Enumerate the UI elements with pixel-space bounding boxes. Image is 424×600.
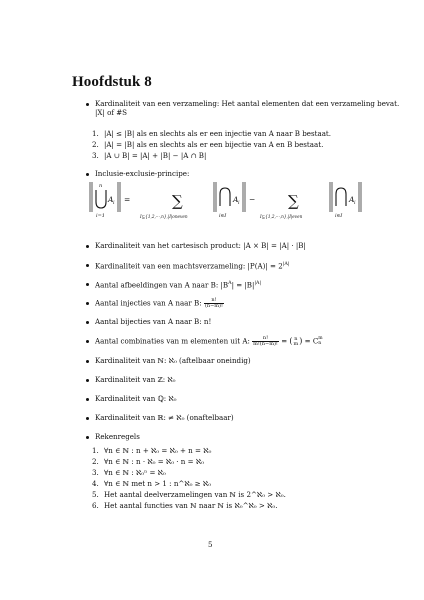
card-def-line1: Kardinaliteit van een verzameling: Het aantal elementen dat een verzameling bevat. bbox=[95, 99, 400, 108]
rule-number: 1. bbox=[92, 129, 99, 138]
rekenregel-2: ∀n ∈ ℕ : n · ℵ₀ = ℵ₀ · n = ℵ₀ bbox=[104, 457, 204, 466]
bullet bbox=[86, 360, 89, 363]
sum2-subscript: I⊆{1,2,···,n},|I|even bbox=[260, 214, 303, 219]
bullet bbox=[86, 283, 89, 286]
bullet bbox=[86, 245, 89, 248]
svg-text:i: i bbox=[238, 200, 240, 206]
svg-text:A: A bbox=[349, 195, 355, 204]
bullet bbox=[86, 340, 89, 343]
rekenregel-3: ∀n ∈ ℕ : ℵ₀ⁿ = ℵ₀ bbox=[104, 468, 166, 477]
svg-text:i: i bbox=[354, 200, 356, 206]
rekenregel-4: ∀n ∈ ℕ met n > 1 : n^ℵ₀ ≥ ℵ₀ bbox=[104, 479, 212, 488]
svg-text:∑: ∑ bbox=[172, 192, 183, 210]
rule-number: 2. bbox=[92, 457, 99, 466]
svg-text:i∈I: i∈I bbox=[219, 213, 227, 219]
bullet bbox=[86, 417, 89, 420]
bullet bbox=[86, 302, 89, 305]
fact-card-Q: Kardinaliteit van ℚ: ℵ₀ bbox=[95, 394, 177, 403]
svg-text:−: − bbox=[249, 195, 256, 204]
sum1-subscript: I⊆{1,2,···,n},|I|oneven bbox=[140, 214, 188, 219]
svg-text:∑: ∑ bbox=[288, 192, 299, 210]
union-upper: n bbox=[99, 183, 103, 189]
bullet bbox=[86, 173, 89, 176]
svg-text:i∈I: i∈I bbox=[335, 213, 343, 219]
page-number: 5 bbox=[208, 540, 213, 549]
card-def-line2: |X| of #S bbox=[95, 108, 128, 117]
ie-title: Inclusie-exclusie-principe: bbox=[95, 169, 190, 178]
bullet bbox=[86, 321, 89, 324]
bullet bbox=[86, 379, 89, 382]
fact-bijections: Aantal bijecties van A naar B: n! bbox=[95, 317, 212, 326]
rule-number: 3. bbox=[92, 151, 99, 160]
svg-text:i: i bbox=[113, 200, 115, 206]
fact-card-N: Kardinaliteit van ℕ: ℵ₀ (aftelbaar oneindig) bbox=[95, 356, 251, 365]
fact-mappings: Aantal afbeeldingen van A naar B: $|B^A| = |B|^{|A|}$ bbox=[95, 280, 262, 290]
rule-number: 2. bbox=[92, 140, 99, 149]
fact-cartesian: Kardinaliteit van het cartesisch product: |A × B| = |A| · |B| bbox=[95, 241, 306, 250]
rule-number: 3. bbox=[92, 468, 99, 477]
bullet bbox=[86, 264, 89, 267]
bullet bbox=[86, 103, 89, 106]
chapter-title: Hoofdstuk 8 bbox=[72, 74, 152, 90]
rekenregel-1: ∀n ∈ ℕ : n + ℵ₀ = ℵ₀ + n = ℵ₀ bbox=[104, 446, 212, 455]
svg-text:A: A bbox=[233, 195, 239, 204]
svg-text:=: = bbox=[124, 195, 131, 204]
rule-number: 5. bbox=[92, 490, 99, 499]
card-rule-2: |A| = |B| als en slechts als er een bijectie van A en B bestaat. bbox=[104, 140, 324, 149]
rule-number: 4. bbox=[92, 479, 99, 488]
union-lower: i=1 bbox=[96, 213, 105, 219]
fact-injections: Aantal injecties van A naar B: $\frac{n!}{(n-m)!}$ bbox=[95, 297, 223, 310]
svg-text:A: A bbox=[108, 195, 114, 204]
rekenregel-6: Het aantal functies van ℕ naar ℕ is ℵ₀^ℵ₀ > ℵ₀. bbox=[104, 501, 278, 510]
rule-number: 1. bbox=[92, 446, 99, 455]
fact-powerset: Kardinaliteit van een machtsverzameling: $|P(A)| = 2^{|A|}$ bbox=[95, 261, 290, 271]
card-rule-1: |A| ≤ |B| als en slechts als er een injectie van A naar B bestaat. bbox=[104, 129, 332, 138]
bullet bbox=[86, 398, 89, 401]
inclusion-exclusion-formula bbox=[88, 178, 388, 232]
fact-card-R: Kardinaliteit van ℝ: ≠ ℵ₀ (onaftelbaar) bbox=[95, 413, 234, 422]
fact-card-Z: Kardinaliteit van ℤ: ℵ₀ bbox=[95, 375, 176, 384]
rule-number: 6. bbox=[92, 501, 99, 510]
rekenregel-5: Het aantal deelverzamelingen van ℕ is 2^ℵ₀ > ℵ₀. bbox=[104, 490, 286, 499]
fact-combinations: Aantal combinaties van m elementen uit A: $\frac{n!}{m!(n-m)!}$ = ( n m ) = C m n bbox=[95, 335, 323, 348]
bullet bbox=[86, 436, 89, 439]
card-rule-3: |A ∪ B| = |A| + |B| − |A ∩ B| bbox=[104, 151, 207, 160]
rekenregels-title: Rekenregels bbox=[95, 432, 140, 441]
